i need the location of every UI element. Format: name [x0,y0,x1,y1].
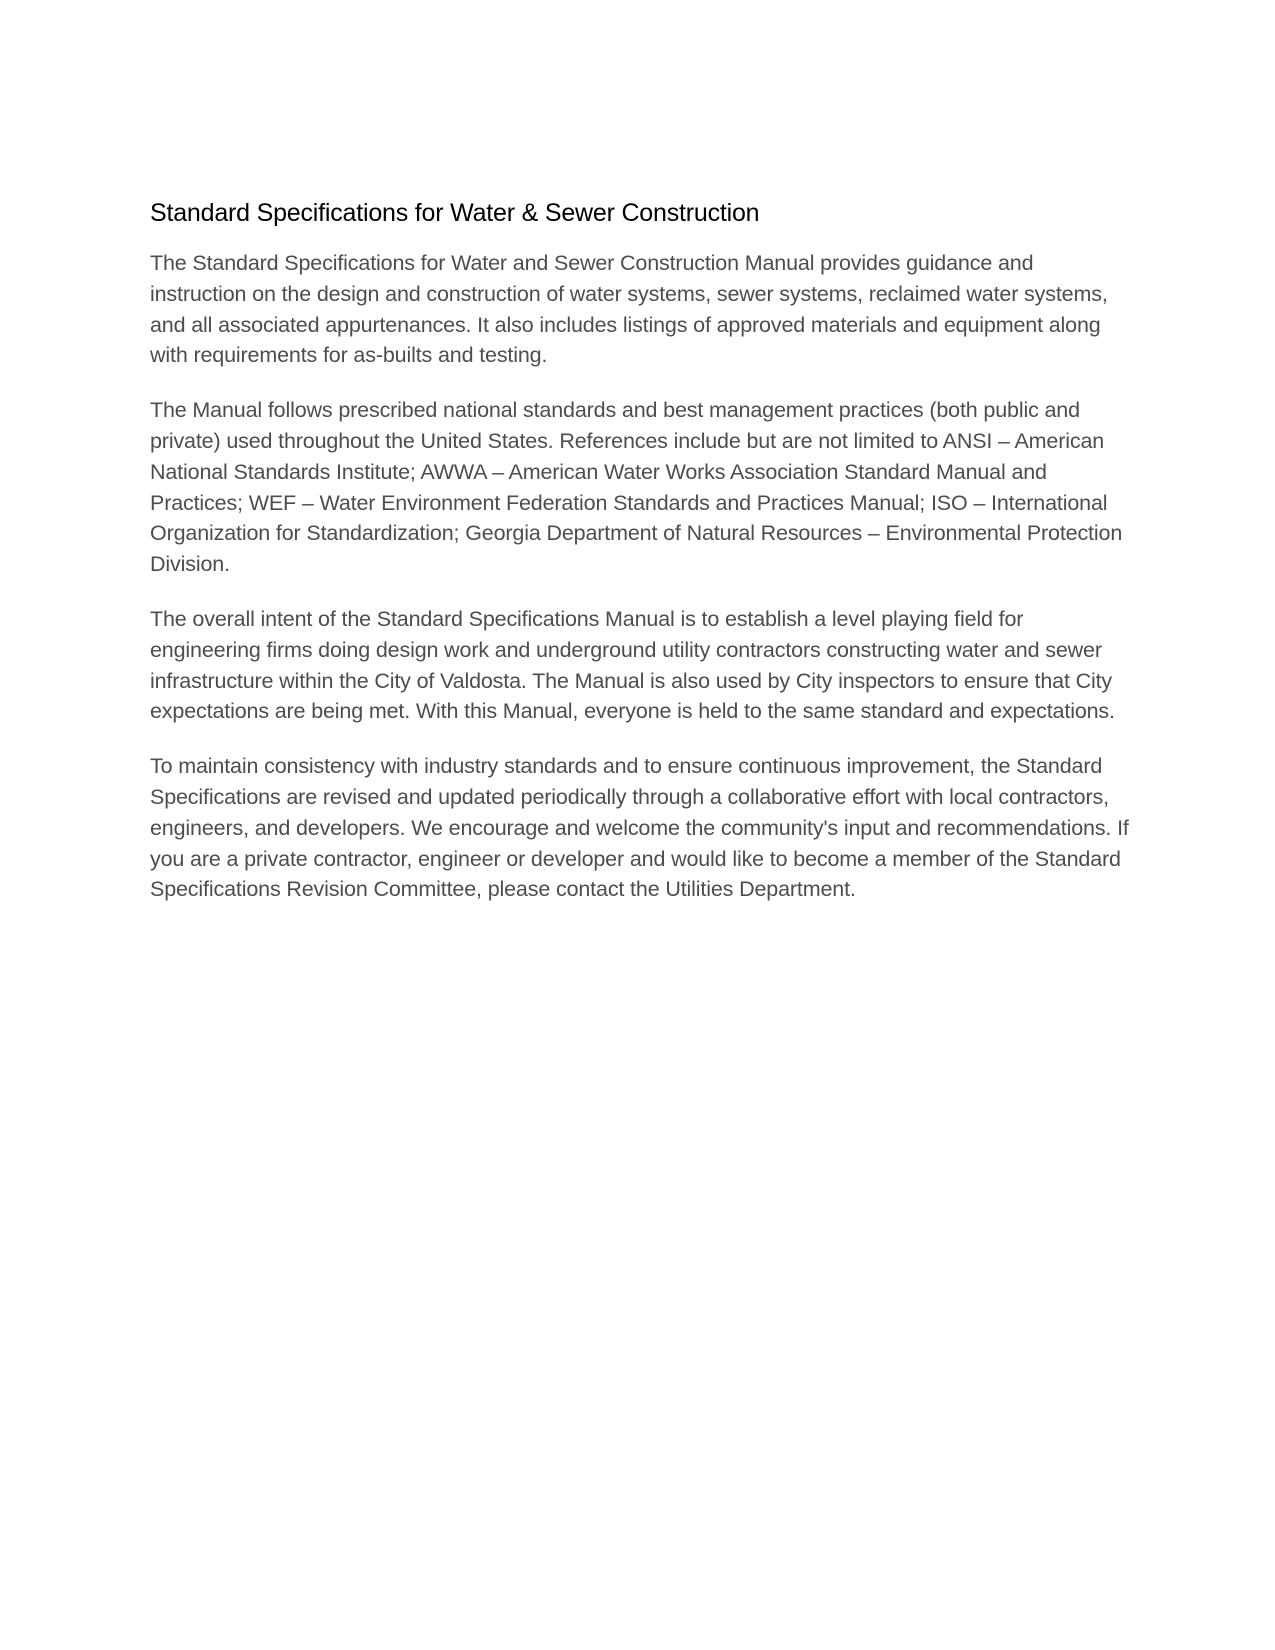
paragraph-standards: The Manual follows prescribed national standards and best management practices (both public and private) used throughout the United States. References include but are not limited to ANSI – American National Standards Institute; AWWA – American Water Works Association Standard Manual and Practices; WEF – Water Environment Federation Standards and Practices Manual; ISO – International Organization for Standardization; Georgia Department of Natural Resources – Environmental Protection Division. [150,398,1123,577]
paragraph-overview: The Standard Specifications for Water and Sewer Construction Manual provides guidance and instruction on the design and construction of water systems, sewer systems, reclaimed water systems, and all associated appurtenances. It also includes listings of approved materials and equipment along with requirements for as-builts and testing. [150,251,1108,368]
document-page [150,198,1130,929]
paragraph-revisions: To maintain consistency with industry standards and to ensure continuous improvement, the Standard Specifications are revised and updated periodically through a collaborative effort with local contractors, engineers, and developers. We encourage and welcome the community's input and recommendations. If you are a private contractor, engineer or developer and would like to become a member of the Standard Specifications Revision Committee, please contact the Utilities Department. [150,754,1129,902]
document-title: Standard Specifications for Water & Sewer Construction [150,199,760,227]
paragraph-intent: The overall intent of the Standard Specifications Manual is to establish a level playing field for engineering firms doing design work and underground utility contractors constructing water and sewer infrastructure within the City of Valdosta. The Manual is also used by City inspectors to ensure that City expectations are being met. With this Manual, everyone is held to the same standard and expectations. [150,606,1115,724]
